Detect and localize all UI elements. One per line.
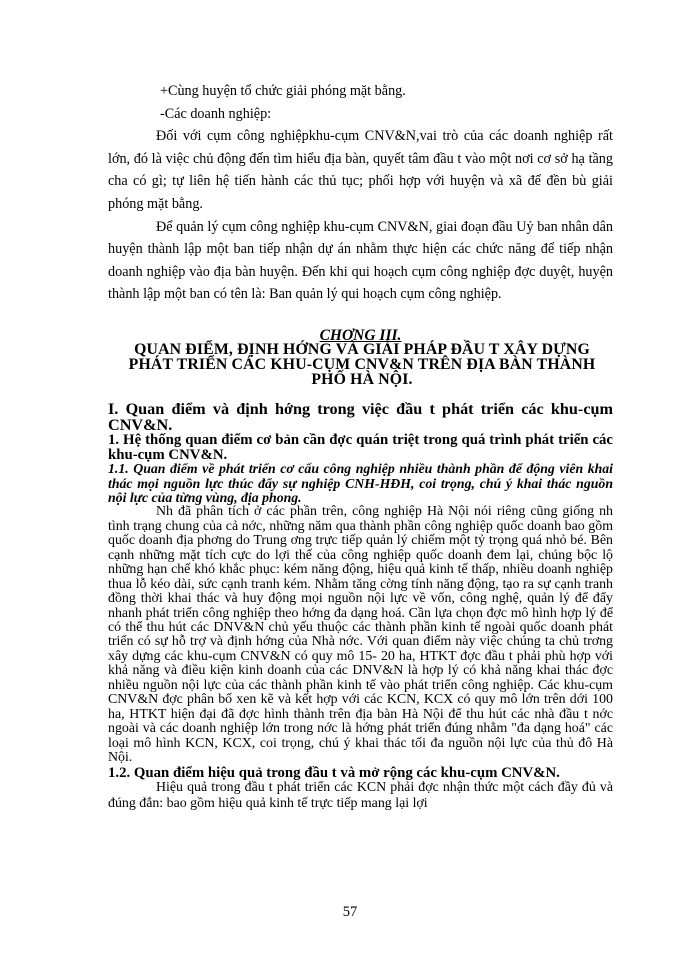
section-intro: [108, 80, 613, 306]
chapter-title: QUAN ĐIỂM, ĐỊNH HỚNG VÀ GIẢI PHÁP ĐẦU T XÂY DỰNG PHÁT TRIỂN CÁC KHU-CỤM CNV&N TRÊN ĐỊA BÀN THÀNH PHỐ HÀ NỘI.: [128, 341, 596, 388]
heading-1-2: 1.2. Quan điểm hiệu quả trong đầu t và mở rộng các khu-cụm CNV&N.: [108, 764, 560, 781]
chapter-label: CHƠNG III.: [319, 327, 402, 344]
page-number: 57: [342, 904, 358, 920]
heading-1: 1. Hệ thống quan điểm cơ bản cần đợc quán triệt trong quá trình phát triển các khu-cụm CNV&N.: [108, 432, 613, 463]
heading-section-i: I. Quan điểm và định hớng trong việc đầu t phát triển các khu-cụm CNV&N.: [108, 400, 613, 434]
paragraph-enterprises-label: -Các doanh nghiệp:: [160, 105, 272, 122]
paragraph-district-clearance: +Cùng huyện tổ chức giải phóng mặt bằng.: [160, 83, 406, 99]
paragraph-1-2-body: Hiệu quả trong đầu t phát triển các KCN phải đợc nhận thức một cách đầy đủ và đúng đắn: bao gồm hiệu quả kinh tế trực tiếp mang lại lợi: [108, 780, 613, 811]
heading-1-1: 1.1. Quan điểm về phát triển cơ cấu công nghiệp nhiều thành phần để động viên khai thác mọi nguồn lực thúc đẩy sự nghiệp CNH-HĐH, coi trọng, chú ý khai thác nguồn nội lực của từng vùng, địa phong.: [108, 461, 613, 505]
paragraph-management-board: Để quản lý cụm công nghiệp khu-cụm CNV&N, giai đoạn đầu Uỷ ban nhân dân huyện thành lập một ban tiếp nhận dự án nhằm thực hiện các chức năng để tiếp nhận doanh nghiệp vào địa bàn huyện. Đến khi qui hoạch cụm công nghiệp đợc duyệt, huyện thành lập một ban có tên là: Ban quản lý qui hoạch cụm công nghiệp.: [108, 218, 613, 303]
paragraph-enterprises-role: Đối với cụm công nghiệpkhu-cụm CNV&N,vai trò của các doanh nghiệp rất lớn, đó là việc chủ động đến tìm hiểu địa bàn, quyết tâm đầu t vào một nơi cơ sở hạ tầng cha có gì; tự liên hệ tiến hành các thủ tục; phối hợp với huyện và xã để đền bù giải phóng mặt bằng.: [108, 128, 613, 212]
section-viewpoints: [108, 402, 613, 812]
paragraph-1-1-body: Nh đã phân tích ở các phần trên, công nghiệp Hà Nội nói riêng cũng giống nh tình trạng chung của cả nớc, những năm qua thành phần công nghiệp quốc doanh bao gồm quốc doanh địa phơng do Trung ơng trực tiếp quản lý chiếm một tỷ trọng quá nhỏ bé. Bên cạnh những mặt tích cực do lợi thế của công nghiệp quốc doanh đem lại, chúng bộc lộ những hạn chế khó khắc phục: kém năng động, hiệu quả kinh tế thấp, nhiều doanh nghiệp thua lỗ kéo dài, sức cạnh tranh kém. Nhằm tăng cờng tính năng động, tạo ra sự cạnh tranh đồng thời khai thác và huy động mọi nguồn nội lực về vốn, công nghệ, quản lý để đẩy nhanh phát triển công nghiệp theo hớng đa dạng hoá. Cần lựa chọn đợc mô hình hợp lý để có thể thu hút các DNV&N chủ yếu thuộc các thành phần kinh tế ngoài quốc doanh phát triển có sự hỗ trợ và định hớng của Nhà nớc. Với quan điểm này việc chúng ta chủ trơng xây dựng các khu-cụm CNV&N có quy mô 15- 20 ha, HTKT đợc đầu t phải phù hợp với khả năng và điều kiện kinh doanh của các DNV&N là hợp lý có khả năng khai thác đợc nhiều nguồn nội lực của các thành phần kinh tế vào phát triển công nghiệp. Các khu-cụm CNV&N đợc phân bố xen kẽ và kết hợp với các KCN, KCX có quy mô lớn trên dới 100 ha, HTKT hiện đại đã đợc hình thành trên địa bàn Hà Nội để thu hút các nhà đầu t nớc ngoài và các doanh nghiệp lớn trong nớc là hớng phát triển đúng nhằm "đa dạng hoá" các loại mô hình KCN, KCX, coi trọng, chú ý khai thác tối đa nguồn nội lực của thủ đô Hà Nội.: [108, 504, 613, 766]
